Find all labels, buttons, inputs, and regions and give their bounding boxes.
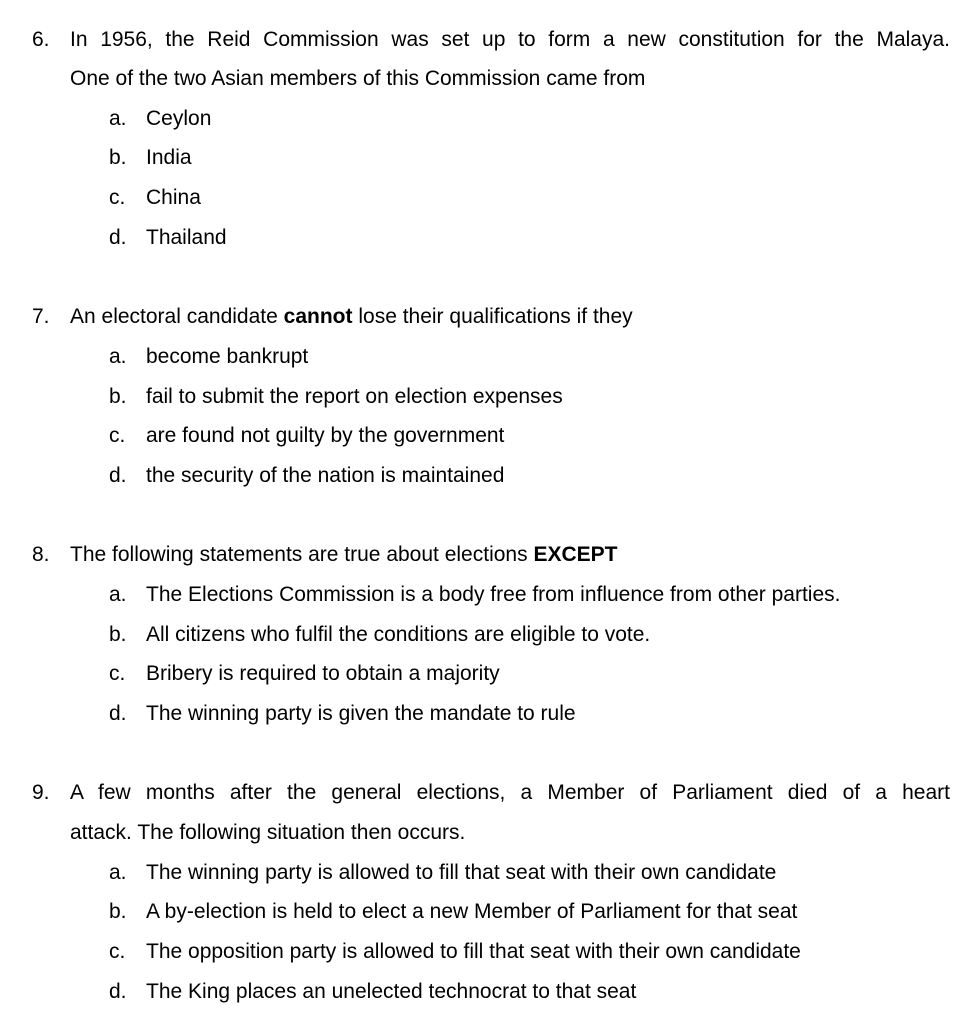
option-b [0,615,980,655]
option-letter: c. [109,940,126,963]
stem-emphasis: cannot [283,305,353,328]
option-letter: d. [109,702,127,725]
option-b [0,377,980,417]
option-letter: c. [109,424,126,447]
option-c [0,932,980,972]
question-stem-line-2: One of the two Asian members of this Commission came from [70,67,646,90]
option-a [0,575,980,615]
option-letter: b. [109,385,127,408]
option-letter: b. [109,623,127,646]
option-letter: a. [109,345,127,368]
option-b [0,138,980,178]
option-text: China [146,186,201,209]
option-d [0,972,980,1012]
stem-text-after: lose their qualifications if they [358,305,633,328]
stem-text-before: An electoral candidate [70,305,278,328]
option-text: Thailand [146,226,227,249]
option-a [0,337,980,377]
option-text: A by-election is held to elect a new Member of Parliament for that seat [146,900,798,923]
option-d [0,456,980,496]
option-text: the security of the nation is maintained [146,464,505,487]
option-text: India [146,146,192,169]
option-a [0,853,980,893]
option-letter: c. [109,662,126,685]
option-letter: c. [109,186,126,209]
stem-text-before: The following statements are true about elections [70,543,528,566]
option-text: The King places an unelected technocrat to that seat [146,980,637,1003]
question-stem [70,297,633,337]
option-letter: d. [109,226,127,249]
option-letter: b. [109,900,127,923]
question-stem-line-1: A few months after the general elections, a Member of Parliament died of a heart [70,781,950,804]
question-number: 6. [32,28,50,51]
option-b [0,892,980,932]
question-stem-line-2: attack. The following situation then occurs. [70,821,466,844]
option-text: Ceylon [146,107,212,130]
stem-emphasis: EXCEPT [533,543,618,566]
option-text: The opposition party is allowed to fill that seat with their own candidate [146,940,801,963]
option-d [0,218,980,258]
question-number: 8. [32,543,50,566]
option-letter: a. [109,107,127,130]
option-c [0,654,980,694]
question-stem-line-1: In 1956, the Reid Commission was set up to form a new constitution for the Malaya. [70,28,950,51]
option-text: All citizens who fulfil the conditions are eligible to vote. [146,623,651,646]
question-number: 9. [32,781,50,804]
option-a [0,99,980,139]
option-d [0,694,980,734]
option-letter: b. [109,146,127,169]
option-text: The Elections Commission is a body free from influence from other parties. [146,583,841,606]
option-c [0,178,980,218]
option-letter: d. [109,980,127,1003]
question-number: 7. [32,305,50,328]
option-text: The winning party is given the mandate to rule [146,702,576,725]
option-text: are found not guilty by the government [146,424,505,447]
option-c [0,416,980,456]
question-stem [70,535,617,575]
option-letter: d. [109,464,127,487]
option-letter: a. [109,583,127,606]
option-text: The winning party is allowed to fill that seat with their own candidate [146,861,777,884]
option-text: fail to submit the report on election expenses [146,385,563,408]
option-letter: a. [109,861,127,884]
option-text: become bankrupt [146,345,309,368]
option-text: Bribery is required to obtain a majority [146,662,500,685]
